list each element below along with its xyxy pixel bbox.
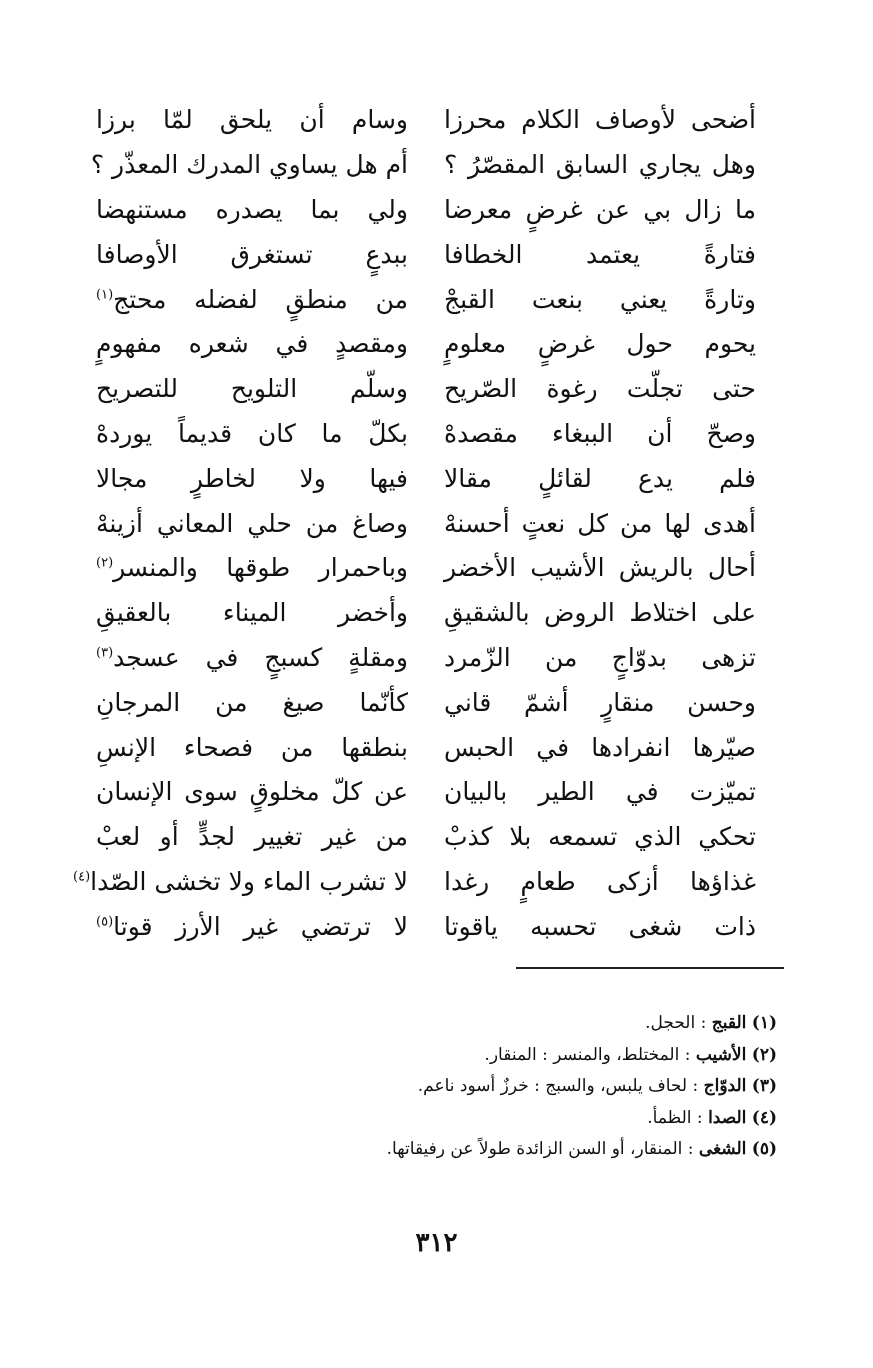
hemistich-text: تميّزت في الطير بالبيان [444, 777, 756, 807]
verse-first-hemistich [444, 591, 756, 635]
hemistich-text: تحكي الذي تسمعه بلا كذبْ [444, 822, 756, 852]
verse-line [96, 188, 756, 233]
footnote-number: (٣) [751, 1076, 777, 1096]
verse-second-hemistich [90, 143, 408, 187]
verse-second-hemistich [96, 412, 408, 456]
verse-second-hemistich [96, 905, 408, 949]
hemistich-text: يحوم حول غرضٍ معلومٍ [444, 329, 756, 359]
verse-second-hemistich [96, 233, 408, 277]
verse-line [96, 680, 756, 725]
hemistich-text: أهدى لها من كل نعتٍ أحسنهْ [444, 508, 756, 538]
hemistich-text: لا ترتضي غير الأرز قوتا [113, 911, 408, 941]
verse-second-hemistich [96, 457, 408, 501]
verse-first-hemistich [444, 546, 756, 590]
verse-second-hemistich [96, 770, 408, 814]
verse-first-hemistich [444, 681, 756, 725]
footnote-term: الصدا [708, 1107, 747, 1128]
verse-line [96, 456, 756, 501]
hemistich-text: وسام أن يلحق لمّا برزا [96, 105, 408, 135]
hemistich-text: ومقلةٍ كسبجٍ في عسجد [113, 642, 408, 672]
hemistich-text: أحال بالريش الأشيب الأخضر [444, 553, 756, 583]
hemistich-text: ببدعٍ تستغرق الأوصافا [96, 239, 408, 269]
verse-first-hemistich [444, 98, 756, 142]
verse-line [96, 367, 756, 412]
footnote-marker: (٢) [96, 556, 114, 572]
footnote [137, 1008, 777, 1040]
footnote-term: القبج [711, 1013, 747, 1033]
hemistich-text: من غير تغيير لجدٍّ أو لعبْ [96, 822, 408, 852]
verse-second-hemistich [96, 98, 408, 142]
footnote-definition: : الحجل. [645, 1013, 712, 1033]
verse-second-hemistich [96, 188, 408, 232]
verse-second-hemistich [73, 860, 408, 904]
verse-second-hemistich [96, 815, 408, 859]
footnote-marker: (٣) [96, 645, 114, 661]
footnote-number: (٥) [751, 1139, 777, 1159]
hemistich-text: ولي بما يصدره مستنهضا [96, 194, 408, 224]
footnote-definition: : المنقار، أو السن الزائدة طولاً عن رفيقاتها. [386, 1139, 699, 1159]
hemistich-text: تزهى بدوّاجٍ من الزّمرد [444, 642, 756, 672]
verse-second-hemistich [96, 367, 408, 411]
hemistich-text: عن كلّ مخلوقٍ سوى الإنسان [96, 777, 408, 807]
footnote-term: الدوّاج [703, 1076, 747, 1096]
verse-line [96, 98, 756, 143]
page-number: ٣١٢ [415, 1228, 458, 1258]
hemistich-text: وصاغ من حلي المعاني أزينهْ [96, 508, 408, 538]
hemistich-text: بنطقها من فصحاء الإنسِ [96, 732, 408, 762]
hemistich-text: صيّرها انفرادها في الحبس [444, 732, 756, 762]
verse-first-hemistich [444, 322, 756, 366]
verse-line [96, 725, 756, 770]
verse-second-hemistich [96, 591, 408, 635]
verse-first-hemistich [444, 278, 756, 322]
verse-first-hemistich [444, 636, 756, 680]
verse-line [96, 277, 756, 322]
footnote [137, 1134, 777, 1166]
hemistich-text: وحسن منقارٍ أشمّ قاني [444, 687, 756, 717]
hemistich-text: على اختلاط الروض بالشقيقِ [444, 598, 756, 628]
verse-second-hemistich [96, 278, 408, 322]
verse-first-hemistich [444, 457, 756, 501]
verse-first-hemistich [444, 815, 756, 859]
verse-line [96, 501, 756, 546]
hemistich-text: أضحى لأوصاف الكلام محرزا [444, 105, 756, 135]
hemistich-text: أم هل يساوي المدرك المعذّر ؟ [90, 150, 408, 180]
hemistich-text: من منطقٍ لفضله محتج [113, 284, 408, 314]
verse-line [96, 636, 756, 681]
verse-line [96, 546, 756, 591]
verse-first-hemistich [444, 726, 756, 770]
verse-second-hemistich [96, 726, 408, 770]
footnote [137, 1071, 777, 1103]
verse-second-hemistich [96, 322, 408, 366]
verse-line [96, 322, 756, 367]
footnote-marker: (٤) [73, 869, 91, 885]
hemistich-text: بكلّ ما كان قديماً يوردهْ [96, 418, 408, 448]
hemistich-text: وسلّم التلويح للتصريح [96, 374, 408, 404]
verse-line [96, 904, 756, 949]
hemistich-text: وتارةً يعني بنعت القبجْ [444, 284, 756, 314]
footnotes [137, 1008, 777, 1166]
verse-second-hemistich [96, 546, 408, 590]
verse-second-hemistich [96, 681, 408, 725]
verse-line [96, 591, 756, 636]
footnote-definition: : المختلط، والمنسر : المنقار. [484, 1044, 696, 1065]
footnote-definition: : الظمأ. [647, 1107, 709, 1128]
verse-first-hemistich [444, 367, 756, 411]
hemistich-text: فتارةً يعتمد الخطافا [444, 239, 756, 269]
footnote-marker: (١) [96, 287, 114, 303]
verse-line [90, 143, 756, 188]
verse-first-hemistich [444, 502, 756, 546]
hemistich-text: وهل يجاري السابق المقصّرُ ؟ [444, 150, 756, 180]
hemistich-text: ما زال بي عن غرضٍ معرضا [444, 194, 756, 224]
hemistich-text: لا تشرب الماء ولا تخشى الصّدا [90, 866, 408, 896]
hemistich-text: حتى تجلّت رغوة الصّريح [444, 374, 756, 404]
verse-first-hemistich [444, 188, 756, 232]
hemistich-text: فلم يدع لقائلٍ مقالا [444, 463, 756, 493]
footnote-term: الشغى [698, 1139, 747, 1159]
footnote-term: الأشيب [695, 1044, 747, 1065]
verse-line [96, 412, 756, 457]
verse-first-hemistich [444, 860, 756, 904]
hemistich-text: ومقصدٍ في شعره مفهومٍ [96, 329, 408, 359]
verse-first-hemistich [444, 412, 756, 456]
verse-second-hemistich [96, 636, 408, 680]
footnote-marker: (٥) [96, 914, 114, 930]
hemistich-text: فيها ولا لخاطرٍ مجالا [96, 463, 408, 493]
verse-second-hemistich [96, 502, 408, 546]
verse-first-hemistich [444, 143, 756, 187]
footnote-definition: : لحاف يلبس، والسبج : خرزٌ أسود ناعم. [417, 1076, 704, 1096]
footnote-number: (٢) [751, 1044, 777, 1065]
footnote-divider [516, 967, 784, 969]
hemistich-text: ذات شغى تحسبه ياقوتا [444, 911, 756, 941]
verse-first-hemistich [444, 233, 756, 277]
hemistich-text: كأنّما صيغ من المرجانِ [96, 687, 408, 717]
hemistich-text: غذاؤها أزكى طعامٍ رغدا [444, 866, 756, 896]
hemistich-text: وصحّ أن الببغاء مقصدهْ [444, 418, 756, 448]
hemistich-text: وأخضر الميناء بالعقيقِ [96, 598, 408, 628]
verse-line [96, 770, 756, 815]
footnote-number: (٤) [751, 1107, 777, 1128]
poem [73, 98, 756, 949]
hemistich-text: وباحمرار طوقها والمنسر [113, 553, 408, 583]
verse-line [96, 815, 756, 860]
verse-line [73, 860, 756, 905]
footnote-number: (١) [751, 1013, 777, 1033]
verse-first-hemistich [444, 770, 756, 814]
verse-line [96, 232, 756, 277]
footnote [137, 1040, 777, 1072]
verse-first-hemistich [444, 905, 756, 949]
footnote [137, 1103, 777, 1135]
